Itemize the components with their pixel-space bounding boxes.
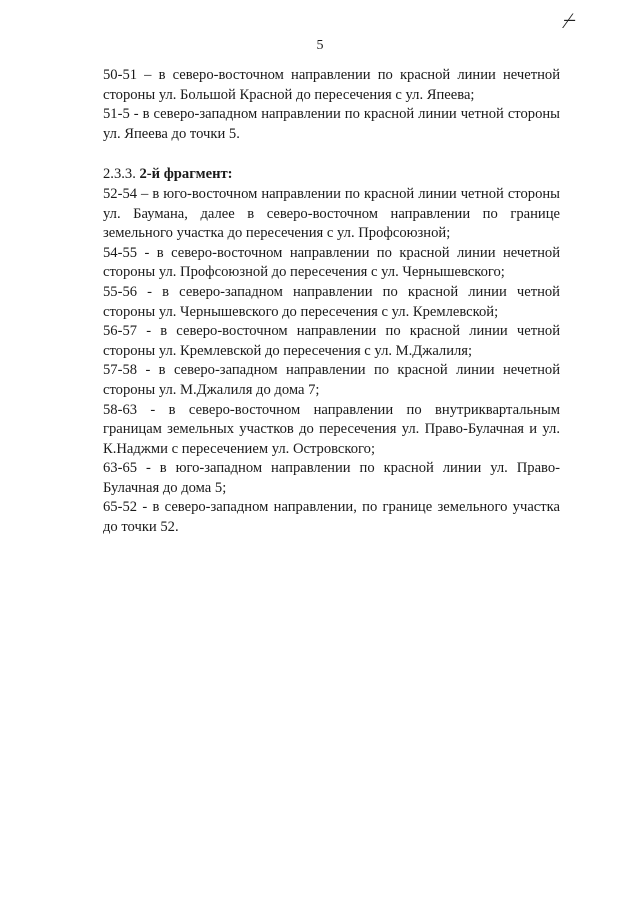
boundary-description: - в северо-западном направлении, по границе земельного участка до точки 52. xyxy=(103,499,560,536)
boundary-item xyxy=(103,322,560,361)
boundary-description: - в северо-восточном направлении по красной линии нечетной стороны ул. Профсоюзной до пересечения с ул. Чернышевского; xyxy=(103,244,560,281)
boundary-code: 54-55 xyxy=(103,244,138,261)
boundary-description: – в юго-восточном направлении по красной линии четной стороны ул. Баумана, далее в северо-восточном направлении по границе земельного участка до пересечения с ул. Профсоюзной; xyxy=(103,185,560,242)
boundary-item xyxy=(103,66,560,105)
document-body xyxy=(103,66,560,538)
section-number: 2.3.3. xyxy=(103,166,136,183)
boundary-description: - в юго-западном направлении по красной линии ул. Право-Булачная до дома 5; xyxy=(103,460,560,496)
section-title: 2-й фрагмент: xyxy=(139,166,233,183)
page-number: 5 xyxy=(316,38,324,53)
boundary-item xyxy=(103,459,560,498)
boundary-code: 52-54 xyxy=(103,185,138,202)
boundary-code: 65-52 xyxy=(103,499,138,516)
boundary-code: 55-56 xyxy=(103,283,138,300)
boundary-code: 56-57 xyxy=(103,323,138,340)
boundary-code: 58-63 xyxy=(103,401,138,418)
corner-check-mark: ⁄̶ xyxy=(566,8,570,33)
boundary-code: 57-58 xyxy=(103,362,138,379)
boundary-code: 50-51 xyxy=(103,67,138,83)
boundary-item xyxy=(103,244,560,283)
section-heading xyxy=(103,165,560,185)
boundary-description: - в северо-восточном направлении по внутриквартальным границам земельных участков до пересечения ул. Право-Булачная и ул. К.Наджми с пересечением ул. Островского; xyxy=(103,401,560,457)
boundary-description: – в северо-восточном направлении по красной линии нечетной стороны ул. Большой Красной до пересечения с ул. Япеева; xyxy=(103,67,560,103)
boundary-item xyxy=(103,361,560,400)
boundary-description: - в северо-западном направлении по красной линии четной стороны ул. Чернышевского до пересечения с ул. Кремлевской; xyxy=(103,283,560,320)
boundary-code: 51-5 xyxy=(103,106,130,123)
boundary-description: - в северо-восточном направлении по красной линии четной стороны ул. Кремлевской до пересечения с ул. М.Джалиля; xyxy=(103,323,560,359)
boundary-item xyxy=(103,498,560,537)
boundary-item xyxy=(103,401,560,460)
boundary-description: - в северо-западном направлении по красной линии четной стороны ул. Япеева до точки 5. xyxy=(103,106,560,142)
boundary-item xyxy=(103,105,560,144)
boundary-code: 63-65 xyxy=(103,460,138,477)
boundary-description: - в северо-западном направлении по красной линии нечетной стороны ул. М.Джалиля до дома 7; xyxy=(103,362,560,398)
boundary-item xyxy=(103,185,560,244)
boundary-item xyxy=(103,283,560,322)
